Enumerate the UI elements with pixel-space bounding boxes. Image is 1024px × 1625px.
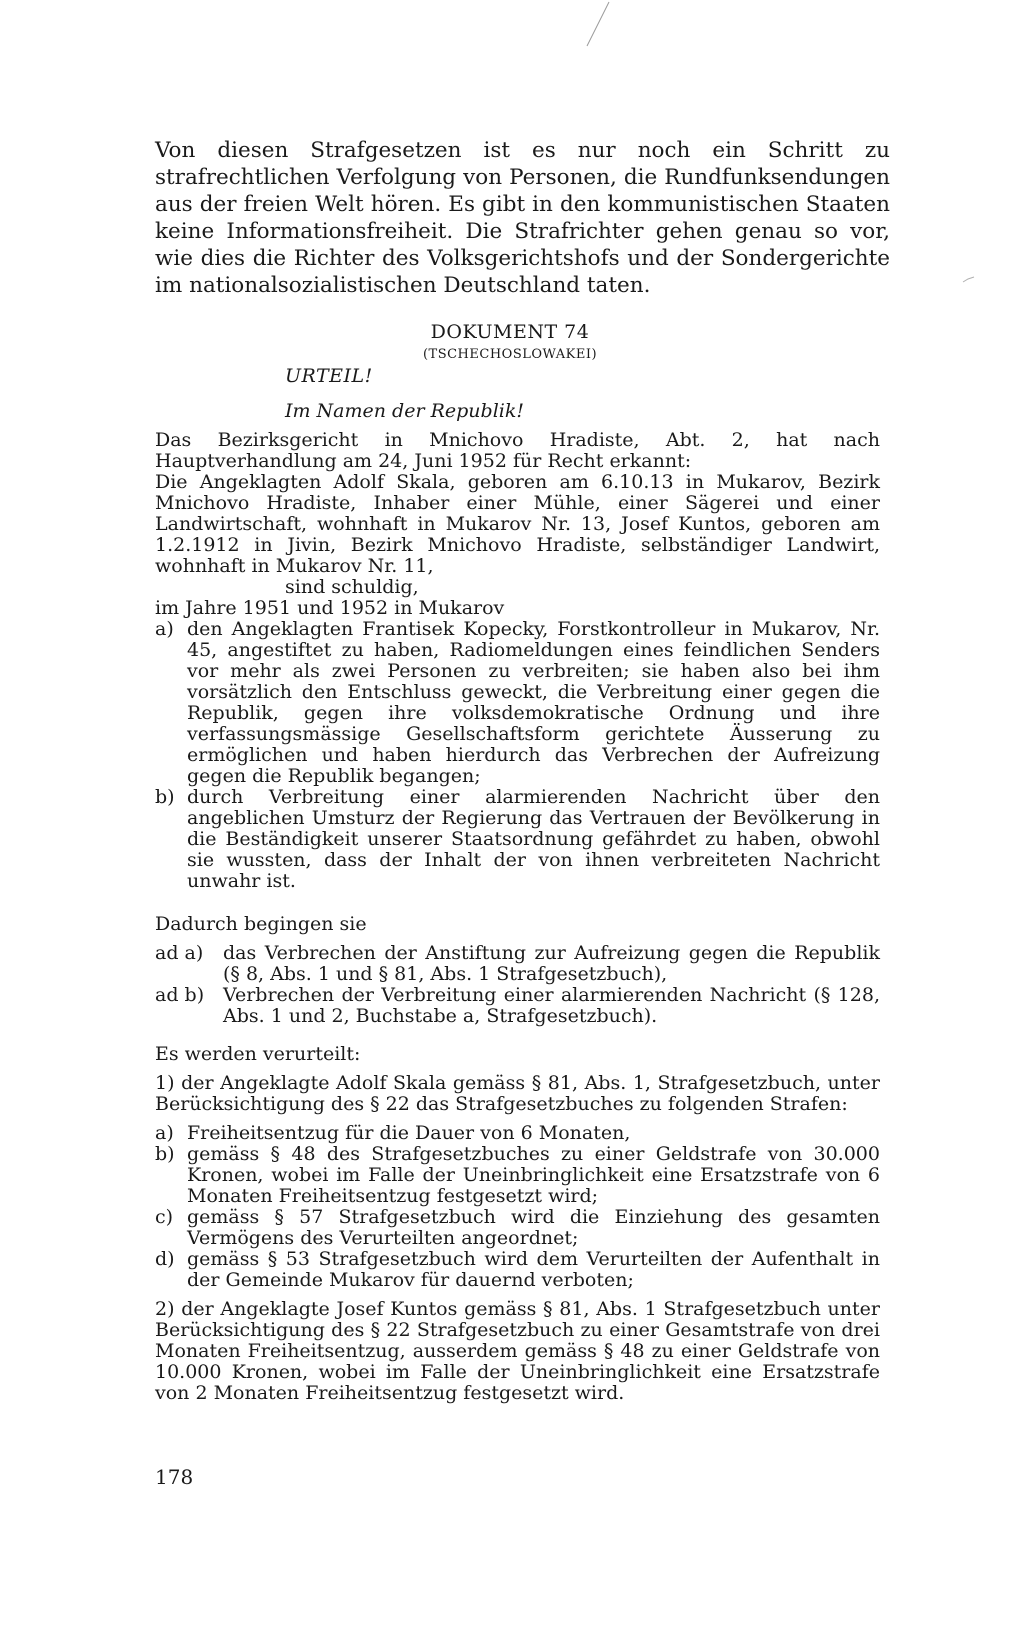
sentence-two: 2) der Angeklagte Josef Kuntos gemäss § 81, Abs. 1 Strafgesetzbuch unter Berücksichtigung des § 22 Strafgesetzbuch zu einer Gesamtstrafe von drei Monaten Freiheitsentzug, ausserdem gemäss § 48 zu einer Geldstrafe von 10.000 Kronen, wobei im Falle der Uneinbringlichkeit eine Ersatzstrafe von 2 Monaten Freiheitsentzug festgesetzt wird. <box>155 1298 880 1404</box>
penalty-item <box>155 1249 880 1291</box>
intro-paragraph <box>155 137 890 299</box>
sentence-one: 1) der Angeklagte Adolf Skala gemäss § 81, Abs. 1, Strafgesetzbuch, unter Berücksichtigung des § 22 das Strafgesetzbuches zu folgenden Strafen: <box>155 1072 880 1115</box>
page-number: 178 <box>155 1465 194 1489</box>
penalty-label: b) <box>155 1143 175 1165</box>
penalty-item <box>155 1144 880 1207</box>
charge-item <box>155 787 880 892</box>
penalty-text: gemäss § 57 Strafgesetzbuch wird die Einziehung des gesamten Vermögens des Verurteilten angeordnet; <box>187 1206 880 1249</box>
charge-text: durch Verbreitung einer alarmierenden Nachricht über den angeblichen Umsturz der Regierung das Vertrauen der Bevölkerung in die Beständigkeit unserer Staatsordnung gefährdet zu haben, obwohl sie wussten, dass der Inhalt der von ihnen verbreiteten Nachricht unwahr ist. <box>187 786 880 892</box>
intro-text: Von diesen Strafgesetzen ist es nur noch ein Schritt zu strafrechtlichen Verfolgung von Personen, die Rundfunksendungen aus der freien Welt hören. Es gibt in den kommunistischen Staaten keine Informationsfreiheit. Die Strafrichter gehen genau so vor, wie dies die Richter des Volksgerichtshofs und der Sondergerichte im nationalsozialistischen Deutschland taten. <box>155 138 890 298</box>
defendants-statement: Die Angeklagten Adolf Skala, geboren am 6.10.13 in Mukarov, Bezirk Mnichovo Hradiste, Inhaber einer Mühle, einer Sägerei und einer Landwirtschaft, wohnhaft in Mukarov Nr. 13, Josef Kuntos, geboren am 1.2.1912 in Jivin, Bezirk Mnichovo Hradiste, selbständiger Landwirt, wohnhaft in Mukarov Nr. 11, <box>155 471 880 577</box>
sentenced-statement: Es werden verurteilt: <box>155 1043 361 1065</box>
offense-label: ad b) <box>155 984 205 1006</box>
offense-item <box>155 943 880 985</box>
republic-heading: Im Namen der Republik! <box>285 400 524 422</box>
scan-stroke-mark <box>583 0 613 50</box>
verdict-body <box>155 430 880 1404</box>
penalty-label: a) <box>155 1122 174 1144</box>
guilty-statement: sind schuldig, <box>285 576 419 598</box>
penalty-item <box>155 1207 880 1249</box>
penalty-label: c) <box>155 1206 174 1228</box>
offense-label: ad a) <box>155 942 204 964</box>
document-heading <box>395 321 625 362</box>
offense-text: das Verbrechen der Anstiftung zur Aufreizung gegen die Republik (§ 8, Abs. 1 und § 81, Abs. 1 Strafgesetzbuch), <box>223 942 880 985</box>
offense-item <box>155 985 880 1027</box>
penalty-text: gemäss § 53 Strafgesetzbuch wird dem Verurteilten der Aufenthalt in der Gemeinde Mukarov für dauernd verboten; <box>187 1248 880 1291</box>
penalty-label: d) <box>155 1248 175 1270</box>
penalty-text: gemäss § 48 des Strafgesetzbuches zu einer Geldstrafe von 30.000 Kronen, wobei im Falle der Uneinbringlichkeit eine Ersatzstrafe von 6 Monaten Freiheitsentzug festgesetzt wird; <box>187 1143 880 1207</box>
scan-speck-mark <box>962 276 976 284</box>
charge-item <box>155 619 880 787</box>
penalty-text: Freiheitsentzug für die Dauer von 6 Monaten, <box>187 1122 631 1144</box>
charge-text: den Angeklagten Frantisek Kopecky, Forstkontrolleur in Mukarov, Nr. 45, angestiftet zu haben, Radiomeldungen eines feindlichen Senders vor mehr als zwei Personen zu verbreiten; sie haben also bei ihm vorsätzlich den Entschluss geweckt, die Verbreitung einer gegen die Republik, gegen ihre volksdemokratische Ordnung und ihre verfassungsmässige Gesellschaftsform gerichtete Äusserung zu ermöglichen und haben hierdurch das Verbrechen der Aufreizung gegen die Republik begangen; <box>187 618 880 787</box>
place-time-statement: im Jahre 1951 und 1952 in Mukarov <box>155 597 505 619</box>
verdict-title: URTEIL! <box>285 365 373 387</box>
charge-label: a) <box>155 618 174 640</box>
court-statement: Das Bezirksgericht in Mnichovo Hradiste, Abt. 2, hat nach Hauptverhandlung am 24, Juni 1952 für Recht erkannt: <box>155 429 880 472</box>
charge-label: b) <box>155 786 175 808</box>
document-subtitle: (TSCHECHOSLOWAKEI) <box>422 347 598 362</box>
document-title: DOKUMENT 74 <box>430 321 590 343</box>
offense-text: Verbrechen der Verbreitung einer alarmierenden Nachricht (§ 128, Abs. 1 und 2, Buchstabe a, Strafgesetzbuch). <box>223 984 880 1027</box>
penalty-item <box>155 1123 880 1144</box>
thereby-statement: Dadurch begingen sie <box>155 913 367 935</box>
